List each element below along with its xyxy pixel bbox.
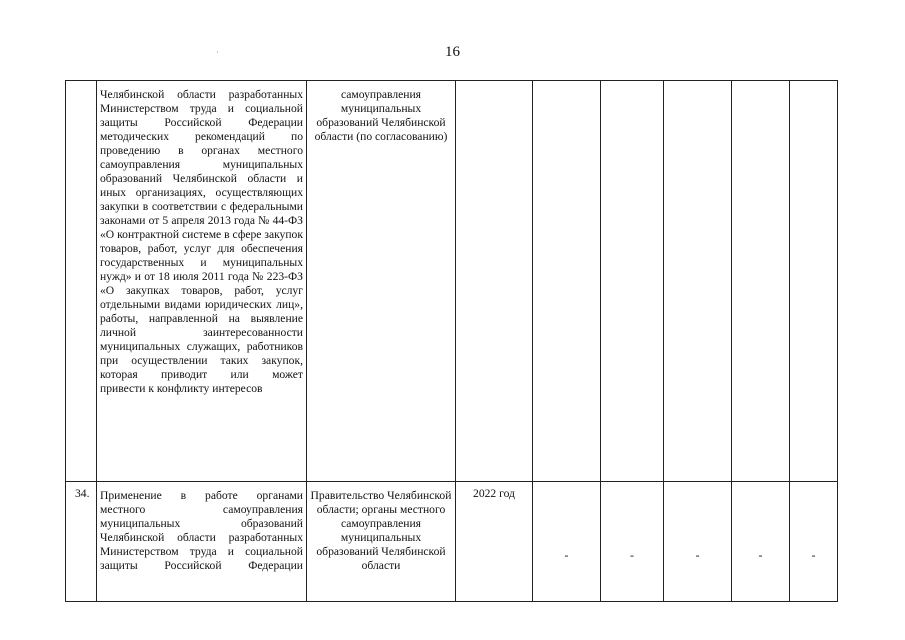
scan-speck: · — [216, 47, 219, 57]
value-cell — [790, 482, 838, 602]
table-row — [66, 482, 838, 602]
row-number-cell: 34. — [66, 482, 97, 602]
value-cell — [732, 81, 790, 482]
value-cell — [732, 482, 790, 602]
value-cell — [533, 81, 601, 482]
measures-table — [65, 80, 838, 602]
measure-description: Челябинской области разработанных Министерством труда и социальной защиты Российской Федерации методических рекомендаций по проведению в органах местного самоуправления муниципальных образований Челябинской области и иных организациях, осуществляющих закупки в соответствии с федеральными законами от 5 апреля 2013 года № 44-ФЗ «О контрактной системе в сфере закупок товаров, работ, услуг для обеспечения государственных и муниципальных нужд» и от 18 июля 2011 года № 223-ФЗ «О закупках товаров, работ, услуг отдельными видами юридических лиц», работы, направленной на выявление личной заинтересованности муниципальных служащих, работников при осуществлении таких закупок, которая приводит или может — [100, 88, 303, 381]
measure-description: Применение в работе органами местного самоуправления муниципальных образований Челябинской области разработанных Министерством труда и социальной защиты Российской Федерации — [100, 489, 303, 572]
value-dash: - — [695, 548, 700, 562]
value-dash: - — [758, 548, 763, 562]
deadline-cell: 2022 год — [456, 482, 533, 602]
measure-description-last-line: привести к конфликту интересов — [100, 382, 263, 395]
table-row — [66, 81, 838, 482]
measure-description-cell — [97, 81, 307, 482]
value-dash: - — [811, 548, 816, 562]
value-cell — [664, 482, 732, 602]
page-number: 16 — [445, 44, 460, 60]
value-cell — [533, 482, 601, 602]
executor-cell: самоуправления муниципальных образований Челябинской области (по согласованию) — [307, 81, 456, 482]
deadline-cell — [456, 81, 533, 482]
value-cell — [664, 81, 732, 482]
executor-cell: Правительство Челябинской области; органы местного самоуправления муниципальных образований Челябинской области — [307, 482, 456, 602]
value-cell — [601, 81, 664, 482]
measure-description-cell — [97, 482, 307, 602]
row-number-cell — [66, 81, 97, 482]
value-dash: - — [630, 548, 634, 562]
value-dash: - — [564, 548, 569, 562]
value-cell — [790, 81, 838, 482]
value-cell — [601, 482, 664, 602]
